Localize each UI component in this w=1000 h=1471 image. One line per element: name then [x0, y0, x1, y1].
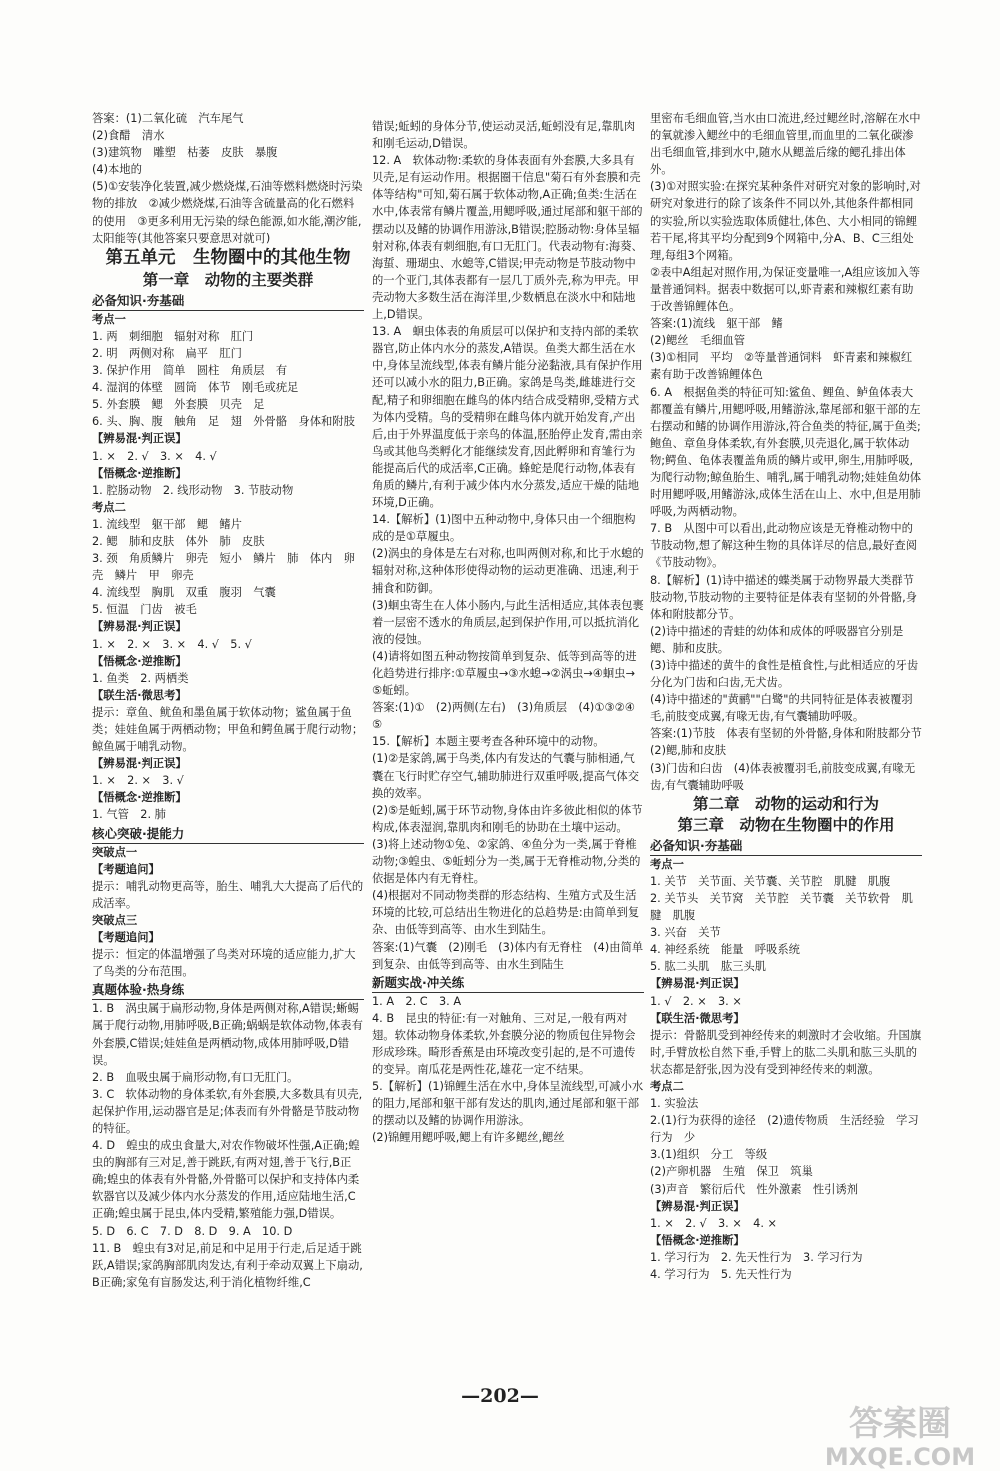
paragraph: 答案:(1)节肢 体表有坚韧的外骨骼,身体和附肢都分节 (2)鳃,肺和皮肤	[650, 727, 934, 758]
tag-label: 【悟概念·逆推断】	[92, 654, 187, 668]
paragraph: 6. A 根据鱼类的特征可知:鲨鱼、鲤鱼、鲈鱼体表大都覆盖有鳞片,用鳃呼吸,用鳍游泳,靠尾部和躯干部的左右摆动和鳍的协调作用游泳,符合鱼类的特征,属于鱼类;鲍鱼、章鱼身体柔软,有外套膜,贝壳退化,属于软体动物;鳄鱼、龟体表覆盖角质的鳞片或甲,卵生,用肺呼吸,为爬行动物;鲸鱼胎生、哺乳,属于哺乳动物;娃娃鱼幼体时用鳃呼吸,用鳍游泳,成体生活在山上、水中,但是用肺呼吸,为两栖动物。	[650, 385, 922, 519]
paragraph: (3)将上述动物①兔、②家鸽、④鱼分为一类,属于脊椎动物;③蝗虫、⑤蚯蚓分为一类,属于无脊椎动物,分类的依据是体内有无脊柱。	[372, 837, 641, 886]
point-heading: 考点二	[650, 1079, 684, 1093]
paragraph: 5. D 6. C 7. D 8. D 9. A 10. D	[92, 1224, 293, 1238]
paragraph: 1. A 2. C 3. A	[372, 994, 462, 1008]
paragraph: (3)①对照实验:在探究某种条件对研究对象的影响时,对研究对象进行的除了该条件不同以外,其他条件都相同的实验,所以实验选取体质健壮,体色、大小相同的锦鲤若干尾,将其平均分配到9个网箱中,分A、B、C三组处理,每组3个网箱。	[650, 180, 921, 262]
paragraph: (3)建筑物 雕塑 枯萎 皮肤 暴腹	[92, 146, 278, 160]
watermark-text: 答案圈	[849, 1404, 951, 1444]
tag-label: 【辨易混·判正误】	[92, 432, 187, 446]
paragraph: 2. 关节头 关节窝 关节腔 关节囊 关节软骨 肌腱 肌腹	[650, 891, 913, 923]
paragraph: 5. 肱二头肌 肱三头肌	[650, 960, 767, 974]
paragraph: 1. × 2. × 3. × 4. √ 5. √	[92, 637, 252, 651]
paragraph: 提示：哺乳动物更高等，胎生、哺乳大大提高了后代的成活率。	[92, 879, 364, 910]
paragraph: (4)本地的	[92, 163, 142, 177]
paragraph: (4)诗中描述的"黄鹂""白鹭"的共同特征是体表被覆羽毛,前肢变成翼,有喙无齿,有气囊辅助呼吸。	[650, 693, 913, 724]
paragraph: 答案:(1)流线 躯干部 鳍	[650, 317, 783, 331]
paragraph: 4. D 蝗虫的成虫食量大,对农作物破坏性强,A正确;蝗虫的胸部有三对足,善于跳跃,有两对翅,善于飞行,B正确;蝗虫的体表有外骨骼,外骨骼可以保护和支持体内柔软器官以及减少体内水分蒸发的作用,适应陆地生活,C正确;蝗虫属于昆虫,体内受精,繁殖能力强,D错误。	[92, 1139, 360, 1221]
paragraph: (3)①相同 平均 ②等量普通饲料 虾青素和辣椒红素有助于改善锦鲤体色	[650, 351, 913, 382]
paragraph: (3)蛔虫寄生在人体小肠内,与此生活相适应,其体表包裹着一层密不透水的角质层,起到保护作用,可以抵抗消化液的侵蚀。	[372, 598, 644, 646]
point-heading: 突破点三	[92, 913, 138, 927]
paragraph: 8.【解析】(1)诗中描述的蝶类属于动物界最大类群节肢动物,节肢动物的主要特征是体表有坚韧的外骨骼,身体和附肢都分节。	[650, 573, 918, 621]
section-heading: 核心突破·提能力	[92, 824, 364, 844]
paragraph: (2)诗中描述的青蛙的幼体和成体的呼吸器官分别是鳃、肺和皮肤。	[650, 624, 904, 655]
paragraph: 7. B 从图中可以看出,此动物应该是无脊椎动物中的节肢动物,想了解这种生物的具体详尽的信息,最好查阅《节肢动物》。	[650, 522, 918, 570]
paragraph: 提示：恒定的体温增强了鸟类对环境的适应能力,扩大了鸟类的分布范围。	[92, 948, 356, 979]
paragraph: 1. × 2. √ 3. × 4. ×	[650, 1216, 777, 1230]
paragraph: 4. 湿润的体壁 圆筒 体节 刚毛或疣足	[92, 381, 299, 395]
watermark-logo	[815, 1395, 985, 1471]
paragraph: 1. 关节 关节面、关节囊、关节腔 肌腱 肌腹	[650, 874, 891, 888]
paragraph: (2)锦鲤用鳃呼吸,鳃上有许多鳃丝,鳃丝	[372, 1131, 565, 1145]
paragraph: 5. 外套膜 鳃 外套膜 贝壳 足	[92, 398, 265, 412]
tag-label: 【联生活·微思考】	[650, 1011, 745, 1025]
paragraph: 1. 腔肠动物 2. 线形动物 3. 节肢动物	[92, 483, 294, 497]
tag-label: 【悟概念·逆推断】	[650, 1233, 745, 1247]
page-number: —202—	[461, 1385, 539, 1407]
column-left	[92, 110, 364, 1380]
paragraph: (5)①安装净化装置,减少燃烧煤,石油等燃料燃烧时污染物的排放 ②减少燃烧煤,石油等含硫量高的化石燃料的使用 ③更多利用无污染的绿色能源,如水能,潮汐能,太阳能等(其他答案只要意思对就可)	[92, 180, 363, 245]
paragraph: 1. 两 刺细胞 辐射对称 肛门	[92, 329, 254, 343]
tag-label: 【联生活·微思考】	[92, 688, 187, 702]
paragraph: 2. 明 两侧对称 扁平 肛门	[92, 346, 242, 360]
paragraph: 15.【解析】本题主要考查各种环境中的动物。	[372, 735, 605, 749]
paragraph: 1. × 2. × 3. √	[92, 774, 184, 788]
paragraph: (4)根据对不同动物类群的形态结构、生殖方式及生活环境的比较,可总结出生物进化的总趋势是:由简单到复杂、由低等到高等、由水生到陆生。	[372, 889, 640, 937]
paragraph: (2)涡虫的身体是左右对称,也叫两侧对称,和比于水螅的辐射对称,这种体形使得动物的运动更准确、迅速,利于捕食和防御。	[372, 547, 644, 595]
paragraph: 3. 保护作用 简单 圆柱 角质层 有	[92, 364, 288, 378]
paragraph: 3. 颈 角质鳞片 卵壳 短小 鳞片 肺 体内 卵壳 鳞片 甲 卵壳	[92, 552, 355, 583]
column-middle	[372, 118, 644, 1383]
paragraph: 1. √ 2. × 3. ×	[650, 994, 742, 1008]
paragraph: (2)产卵机器 生殖 保卫 筑巢	[650, 1165, 813, 1179]
paragraph: 错误;蚯蚓的身体分节,使运动灵活,蚯蚓没有足,靠肌肉和刚毛运动,D错误。	[372, 120, 636, 151]
paragraph: (2)⑤是蚯蚓,属于环节动物,身体由许多彼此相似的体节构成,体表湿润,靠肌肉和刚毛的协助在土壤中运动。	[372, 803, 643, 834]
paragraph: 4. B 昆虫的特征:有一对触角、三对足,一般有两对翅。软体动物身体柔软,外套膜分泌的物质包住异物会形成珍珠。畸形香蕉是由环境改变引起的,是不可遗传的变异。南瓜花是两性花,雄花一定不结果。	[372, 1011, 636, 1077]
tag-label: 【考题追问】	[92, 931, 160, 945]
paragraph: 14.【解析】(1)图中五种动物中,身体只由一个细胞构成的是①草履虫。	[372, 513, 636, 544]
paragraph: (2)鳃丝 毛细血管	[650, 334, 746, 348]
paragraph: 1. × 2. √ 3. × 4. √	[92, 449, 217, 463]
paragraph: 1. 学习行为 2. 先天性行为 3. 学习行为	[650, 1250, 863, 1264]
tag-label: 【辨易混·判正误】	[92, 620, 187, 634]
paragraph: 1. 气管 2. 肺	[92, 808, 166, 822]
paragraph: 2. B 血吸虫属于扁形动物,有口无肛门。	[92, 1070, 299, 1084]
paragraph: (4)请将如图五种动物按简单到复杂、低等到高等的进化趋势进行排序:①草履虫→③水螅→②涡虫→④蛔虫→⑤蚯蚓。	[372, 649, 637, 698]
tag-label: 【辨易混·判正误】	[92, 757, 187, 771]
point-heading: 考点一	[650, 857, 684, 871]
chapter-heading: 第一章 动物的主要类群	[142, 270, 314, 289]
tag-label: 【悟概念·逆推断】	[92, 791, 187, 805]
paragraph: ②表中A组起对照作用,为保证变量唯一,A组应该加入等量普通饲料。据表中数据可以,虾青素和辣椒红素有助于改善锦鲤体色。	[650, 265, 921, 314]
paragraph: 5. 恒温 门齿 被毛	[92, 603, 197, 617]
watermark-url: MXQE.COM	[824, 1443, 976, 1471]
chapter-heading: 第二章 动物的运动和行为	[692, 794, 879, 813]
paragraph: (1)②是家鸽,属于鸟类,体内有发达的气囊与肺相通,气囊在飞行时贮存空气,辅助肺进行双重呼吸,提高气体交换的效率。	[372, 752, 640, 800]
tag-label: 【悟概念·逆推断】	[92, 466, 187, 480]
section-heading: 真题体验·热身练	[92, 980, 364, 1000]
paragraph: 4. 学习行为 5. 先天性行为	[650, 1268, 792, 1281]
paragraph: 1. 实验法	[650, 1097, 699, 1111]
paragraph: 13. A 蛔虫体表的角质层可以保护和支持内部的柔软器官,防止体内水分的蒸发,A错误。鱼类大都生活在水中,身体呈流线型,体表有鳞片能分泌黏液,具有保护作用还可以减小水的阻力,B正确。家鸽是鸟类,雌雄进行交配,精子和卵细胞在雌鸟的体内结合成受精卵,受精方式为体内受精。鸟的受精卵在雌鸟体内就开始发育,产出后,由于外界温度低于亲鸟的体温,胚胎停止发育,需由亲鸟或其他鸟类孵化才能继续发育,因此孵卵和育雏行为能提高后代的成活率,C正确。蜂蛇是爬行动物,体表有角质的鳞片,有利于减少体内水分蒸发,适应干燥的陆地环境,D正确。	[372, 325, 643, 510]
paragraph: 3. 兴奋 关节	[650, 926, 721, 940]
tag-label: 【辨易混·判正误】	[650, 977, 745, 991]
tag-label: 【辨易混·判正误】	[650, 1199, 745, 1213]
paragraph: (3)诗中描述的黄牛的食性是植食性,与此相适应的牙齿分化为门齿和臼齿,无犬齿。	[650, 659, 919, 690]
paragraph: (2)食醋 清水	[92, 129, 165, 143]
paragraph: (3)声音 繁衍后代 性外激素 性引诱剂	[650, 1182, 859, 1196]
paragraph: 2. 鳃 肺和皮肤 体外 肺 皮肤	[92, 534, 265, 548]
tag-label: 【考题追问】	[92, 862, 160, 876]
paragraph: 1. B 涡虫属于扁形动物,身体是两侧对称,A错误;蜥蜴属于爬行动物,用肺呼吸,B正确;蜗蜗是软体动物,体表有外套膜,C错误;娃娃鱼是两栖动物,成体用肺呼吸,D错误。	[92, 1002, 363, 1067]
paragraph: 4. 神经系统 能量 呼吸系统	[650, 943, 800, 957]
paragraph: 4. 流线型 胸肌 双重 腹羽 气囊	[92, 586, 276, 600]
chapter-heading: 第三章 动物在生物圈中的作用	[677, 815, 895, 834]
paragraph: 1. 流线型 躯干部 鳃 鳍片	[92, 517, 242, 531]
point-heading: 考点二	[92, 500, 126, 514]
section-heading: 必备知识·夯基础	[650, 836, 922, 856]
paragraph: 提示：骨骼肌受到神经传来的刺激时才会收缩。升国旗时,手臂放松自然下垂,手臂上的肱二头肌和肱三头肌的状态都是舒张,因为没有受到神经传来的刺激。	[650, 1028, 922, 1076]
paragraph: 里密布毛细血管,当水由口流进,经过鳃丝时,溶解在水中的氧就渗入鳃丝中的毛细血管里,而血里的二氧化碳渗出毛细血管,排到水中,随水从鳃盖后缘的鳃孔排出体外。	[650, 112, 921, 177]
paragraph: 6. 头、胸、腹 触角 足 翅 外骨骼 身体和附肢	[92, 415, 355, 429]
section-heading: 新题实战·冲关练	[372, 973, 644, 993]
paragraph: 2.(1)行为获得的途径 (2)遗传物质 生活经验 学习行为 少	[650, 1114, 919, 1145]
paragraph: 3. C 软体动物的身体柔软,有外套膜,大多数具有贝壳,起保护作用,运动器官是足;体表而有外骨骼是节肢动物的特征。	[92, 1087, 363, 1135]
paragraph: 1. 鱼类 2. 两栖类	[92, 671, 189, 685]
paragraph: 答案:(1)气囊 (2)刚毛 (3)体内有无脊柱 (4)由简单到复杂、由低等到高等、由水生到陆生	[372, 940, 644, 971]
paragraph: (3)门齿和臼齿 (4)体表被覆羽毛,前肢变成翼,有喙无齿,有气囊辅助呼吸	[650, 761, 916, 792]
unit-heading: 第五单元 生物圈中的其他生物	[105, 247, 351, 268]
paragraph: 11. B 蝗虫有3对足,前足和中足用于行走,后足适于跳跃,A错误;家鸽胸部肌肉发达,有利于牵动双翼上下扇动,B正确;家兔有盲肠发达,利于消化植物纤维,C	[92, 1241, 363, 1289]
paragraph: 答案:(1)① (2)两侧(左右) (3)角质层 (4)①③②④⑤	[372, 701, 635, 732]
paragraph: 5.【解析】(1)锦鲤生活在水中,身体呈流线型,可减小水的阻力,尾部和躯干部有发达的肌肉,通过尾部和躯干部的摆动以及鳍的协调作用游泳。	[372, 1080, 644, 1128]
point-heading: 考点一	[92, 312, 126, 326]
point-heading: 突破点一	[92, 845, 138, 859]
paragraph: 提示：章鱼、鱿鱼和墨鱼属于软体动物；鲨鱼属于鱼类；娃娃鱼属于两栖动物；甲鱼和鳄鱼属于爬行动物；鲸鱼属于哺乳动物。	[92, 705, 364, 754]
paragraph: 12. A 软体动物:柔软的身体表面有外套膜,大多具有贝壳,足有运动作用。根据圈干信息"菊石有外套膜和壳体等结构"可知,菊石属于软体动物,A正确;鱼类:生活在水中,体表常有鳞片覆盖,用鳃呼吸,通过尾部和躯干部的摆动以及鳍的协调作用游泳,B错误;腔肠动物:身体呈辐射对称,体表有刺细胞,有口无肛门。代表动物有:海葵、海蜇、珊瑚虫、水螅等,C错误;甲壳动物是节肢动物中的一个亚门,其体表都有一层几丁质外壳,称为甲壳。甲壳动物大多数生活在海洋里,少数栖息在淡水中和陆地上,D错误。	[372, 154, 643, 322]
paragraph: 3.(1)组织 分工 等级	[650, 1148, 768, 1162]
column-right	[650, 110, 934, 1350]
section-heading: 必备知识·夯基础	[92, 291, 364, 311]
paragraph: 答案：(1)二氧化硫 汽车尾气	[92, 112, 244, 125]
